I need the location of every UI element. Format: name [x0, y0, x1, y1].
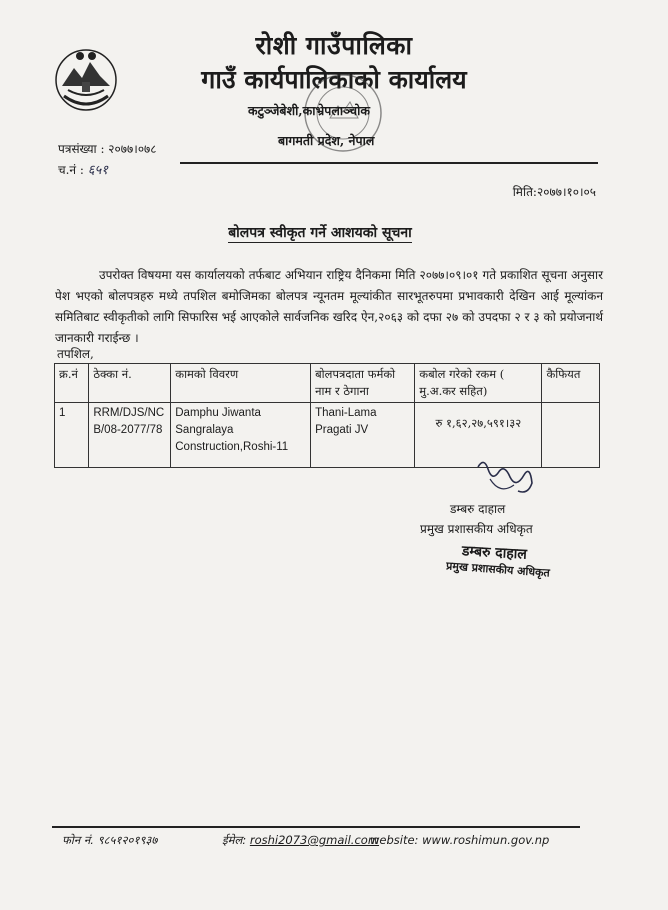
- notice-subject: [0, 223, 640, 242]
- footer-phone: [62, 833, 157, 848]
- stamp-signatory-name: डम्बरु दाहाल: [461, 543, 528, 563]
- bid-table: [54, 363, 600, 468]
- office-address-line1: कटुञ्जेबेशी,काभ्रेपलाञ्चोक: [248, 103, 370, 118]
- footer-divider: [52, 826, 580, 828]
- office-title-line2: गाउँ कार्यपालिकाको कार्यालय: [201, 65, 467, 94]
- office-title-line1: रोशी गाउँपालिका: [255, 31, 413, 60]
- footer-phone-label: फोन नं.: [62, 833, 94, 847]
- table-header-cell: क्र.नं: [55, 364, 89, 403]
- signatory-title: प्रमुख प्रशासकीय अधिकृत: [420, 522, 533, 536]
- table-cell-remarks: [542, 403, 600, 468]
- dispatch-number: [58, 160, 108, 178]
- header-divider: [180, 162, 598, 164]
- footer-email: [222, 833, 379, 848]
- letter-date: मिति:२०७७।१०।०५: [512, 185, 596, 199]
- table-cell-bidder: Thani-Lama Pragati JV: [311, 403, 415, 468]
- dispatch-number-label: च.नं :: [58, 163, 84, 177]
- letter-number: पत्रसंख्या : २०७७।०७८: [58, 142, 157, 156]
- notice-body: उपरोक्त विषयमा यस कार्यालयको तर्फबाट अभियान राष्ट्रिय दैनिकमा मिति २०७७।०९।०१ गते प्रकाशित सूचना अनुसार पेश भएको बोलपत्रहरु मध्ये तपशिल बमोजिमका बोलपत्र न्यूनतम मूल्यांकीत सारभूतरुपमा प्रभावकारी देखिन आई मूल्यांकन समितिबाट स्वीकृतीको लागि सिफारिस भई आएकोले सार्वजनिक खरिद ऐन,२०६३ को दफा २७ को उपदफा २ र ३ को प्रयोजनार्थ जानकारी गराईन्छ ।: [55, 268, 603, 345]
- dispatch-number-value: ६५१: [87, 163, 109, 178]
- footer-email-link[interactable]: roshi2073@gmail.com: [249, 833, 380, 847]
- footer-phone-value: ९८५१२०१९३७: [97, 833, 158, 847]
- details-label: तपशिल,: [57, 347, 94, 361]
- notice-subject-text: बोलपत्र स्वीकृत गर्ने आशयको सूचना: [228, 225, 412, 241]
- table-header-cell: कामको विवरण: [171, 364, 311, 403]
- table-header-cell: ठेक्का नं.: [89, 364, 171, 403]
- table-cell-serial: 1: [55, 403, 89, 468]
- footer-website-link[interactable]: www.roshimun.gov.np: [422, 833, 550, 847]
- table-cell-work-description: Damphu Jiwanta Sangralaya Construction,Roshi-11: [171, 403, 311, 468]
- footer-website: [370, 833, 549, 847]
- table-cell-contract-no: RRM/DJS/NCB/08-2077/78: [89, 403, 171, 468]
- footer-website-label: website:: [370, 833, 419, 847]
- table-cell-amount: रु १,६२,२७,५९१।३२: [415, 403, 542, 468]
- table-header-cell: कबोल गरेको रकम ( मु.अ.कर सहित): [415, 364, 542, 403]
- office-address-line2: बागमती प्रदेश, नेपाल: [278, 133, 375, 148]
- stamp-signatory-title: प्रमुख प्रशासकीय अधिकृत: [445, 559, 551, 580]
- table-header-row: [55, 364, 600, 403]
- signatory-name: डम्बरु दाहाल: [450, 502, 506, 516]
- table-header-cell: बोलपत्रदाता फर्मको नाम र ठेगाना: [311, 364, 415, 403]
- table-header-cell: कैफियत: [542, 364, 600, 403]
- signature-scribble-icon: [470, 455, 540, 505]
- footer-email-label: ईमेल:: [222, 833, 247, 847]
